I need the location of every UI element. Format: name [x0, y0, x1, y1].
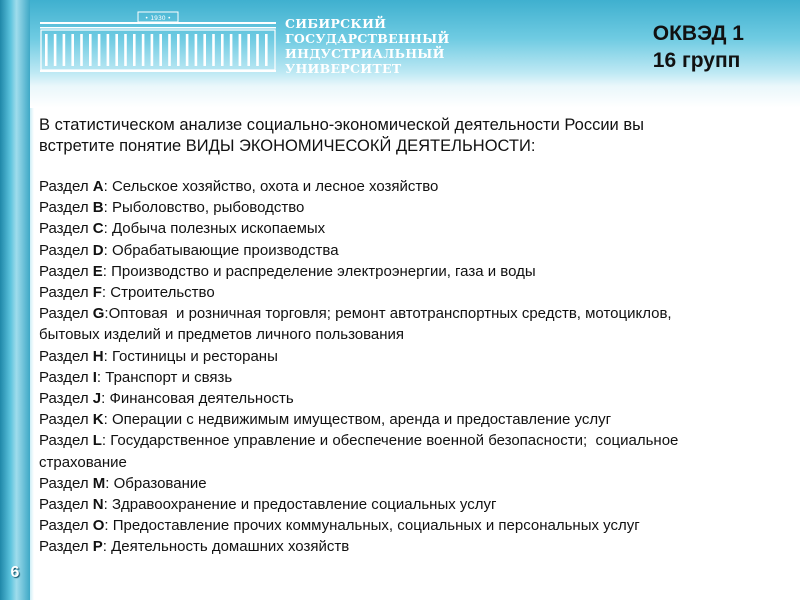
section-separator: :	[101, 284, 111, 302]
section-text: Строительство	[110, 284, 215, 302]
logo-column	[186, 34, 189, 66]
logo-column	[256, 34, 259, 66]
section-item	[39, 324, 797, 345]
header-band	[30, 0, 800, 86]
logo-column	[142, 34, 145, 66]
university-name-line: УНИВЕРСИТЕТ	[285, 61, 402, 76]
section-prefix: Раздел	[39, 432, 93, 450]
slide-title-line2: 16 групп	[652, 49, 741, 72]
section-prefix: Раздел	[39, 474, 93, 492]
section-letter: I	[92, 368, 97, 386]
section-item	[39, 176, 797, 197]
section-text: Гостиницы и рестораны	[111, 347, 278, 365]
slide-number: 6	[10, 564, 20, 581]
section-item	[39, 452, 797, 473]
logo-column	[80, 34, 83, 66]
university-name-line: ГОСУДАРСТВЕННЫЙ	[285, 31, 450, 46]
section-letter: P	[92, 538, 103, 556]
section-text: Сельское хозяйство, охота и лесное хозяйство	[111, 178, 439, 195]
section-text: Государственное управление и обеспечение военной безопасности; социальное	[110, 432, 679, 450]
section-letter: M	[92, 474, 106, 492]
university-name	[285, 16, 450, 76]
logo-column	[221, 34, 224, 66]
section-item	[39, 515, 797, 536]
slide-title	[653, 20, 744, 74]
logo-column	[247, 34, 250, 66]
section-letter: D	[92, 241, 104, 259]
section-letter: A	[92, 178, 104, 195]
logo-column	[63, 34, 66, 66]
section-letter: J	[92, 390, 102, 408]
section-separator: :	[104, 305, 109, 323]
logo-column	[124, 34, 127, 66]
logo-column	[98, 34, 101, 66]
intro-line: встретите понятие ВИДЫ ЭКОНОМИЧЕСОКЙ ДЕЯТЕЛЬНОСТИ:	[39, 137, 536, 155]
logo-column	[115, 34, 118, 66]
section-letter: E	[92, 262, 103, 280]
logo-column	[203, 34, 206, 66]
section-text: Образование	[113, 474, 207, 492]
section-item	[39, 261, 797, 282]
section-separator: :	[104, 517, 113, 535]
section-letter: B	[92, 199, 104, 217]
sections-list	[39, 176, 797, 558]
intro-line: В статистическом анализе социально-экономической деятельности России вы	[39, 116, 644, 134]
section-letter: F	[92, 284, 102, 302]
logo-column	[133, 34, 136, 66]
section-prefix: Раздел	[39, 390, 93, 408]
section-item	[39, 494, 797, 515]
logo-column	[239, 34, 242, 66]
section-prefix: Раздел	[39, 220, 93, 238]
section-item	[39, 218, 797, 239]
logo-column	[151, 34, 154, 66]
section-separator: :	[103, 178, 112, 195]
logo-column	[89, 34, 92, 66]
section-letter: G	[92, 305, 105, 323]
section-prefix: Раздел	[39, 538, 93, 556]
section-letter: O	[92, 517, 105, 535]
university-name-line: СИБИРСКИЙ	[285, 16, 387, 31]
logo-column	[230, 34, 233, 66]
logo-year: • 1930 •	[144, 15, 172, 22]
section-separator: :	[103, 199, 112, 217]
section-text: Предоставление прочих коммунальных, социальных и персональных услуг	[112, 517, 640, 535]
section-item	[39, 197, 797, 218]
section-prefix: Раздел	[39, 284, 93, 302]
section-item	[39, 282, 797, 303]
section-text: Обрабатывающие производства	[111, 241, 339, 259]
slide-body	[39, 115, 797, 558]
logo-column	[159, 34, 162, 66]
left-accent-bar	[0, 0, 30, 600]
section-prefix: Раздел	[39, 305, 93, 323]
section-text: Транспорт и связь	[105, 368, 233, 386]
section-prefix: Раздел	[39, 178, 93, 195]
section-separator: :	[103, 241, 112, 259]
section-text: Производство и распределение электроэнергии, газа и воды	[111, 262, 536, 280]
logo-column	[265, 34, 268, 66]
section-separator: :	[105, 474, 114, 492]
logo-column	[71, 34, 74, 66]
section-separator: :	[103, 496, 112, 514]
section-letter: N	[92, 496, 104, 514]
section-prefix: Раздел	[39, 411, 93, 429]
section-letter: H	[92, 347, 104, 365]
section-item	[39, 388, 797, 409]
logo-column	[195, 34, 198, 66]
university-name-line: ИНДУСТРИАЛЬНЫЙ	[285, 46, 445, 61]
section-item	[39, 303, 797, 324]
section-text: Здравоохранение и предоставление социальных услуг	[111, 496, 497, 514]
section-item	[39, 430, 797, 451]
section-letter: K	[92, 411, 104, 429]
logo-column	[177, 34, 180, 66]
section-item	[39, 240, 797, 261]
slide-title-line1: ОКВЭД 1	[652, 22, 744, 45]
section-prefix: Раздел	[39, 262, 93, 280]
section-separator: :	[101, 432, 111, 450]
header-fade	[30, 86, 800, 108]
section-separator: :	[103, 220, 112, 238]
section-prefix: Раздел	[39, 199, 93, 217]
logo-column	[212, 34, 215, 66]
section-separator: :	[103, 347, 112, 365]
section-item	[39, 409, 797, 430]
logo-column	[107, 34, 110, 66]
logo-column	[168, 34, 171, 66]
section-prefix: Раздел	[39, 347, 93, 365]
section-letter: C	[92, 220, 104, 238]
section-separator: :	[102, 538, 112, 556]
section-separator: :	[101, 390, 110, 408]
section-letter: L	[92, 432, 102, 450]
section-item	[39, 346, 797, 367]
section-text: страхование	[39, 453, 127, 471]
logo-column	[54, 34, 57, 66]
logo-column	[45, 34, 48, 66]
section-text: Операции с недвижимым имуществом, аренда и предоставление услуг	[111, 411, 612, 429]
section-text: Добыча полезных ископаемых	[111, 220, 326, 238]
section-prefix: Раздел	[39, 241, 93, 259]
section-item	[39, 473, 797, 494]
university-building-logo	[40, 10, 276, 74]
section-item	[39, 367, 797, 388]
section-text: Рыболовство, рыбоводство	[111, 199, 305, 217]
section-separator: :	[96, 368, 106, 386]
section-item	[39, 536, 797, 557]
section-separator: :	[102, 262, 112, 280]
section-prefix: Раздел	[39, 517, 93, 535]
section-text: Финансовая деятельность	[109, 390, 294, 408]
section-prefix: Раздел	[39, 496, 93, 514]
section-prefix: Раздел	[39, 368, 93, 386]
section-separator: :	[103, 411, 112, 429]
section-text: Оптовая и розничная торговля; ремонт автотранспортных средств, мотоциклов,	[108, 305, 672, 323]
section-text: бытовых изделий и предметов личного пользования	[39, 326, 405, 344]
section-text: Деятельность домашних хозяйств	[111, 538, 350, 556]
